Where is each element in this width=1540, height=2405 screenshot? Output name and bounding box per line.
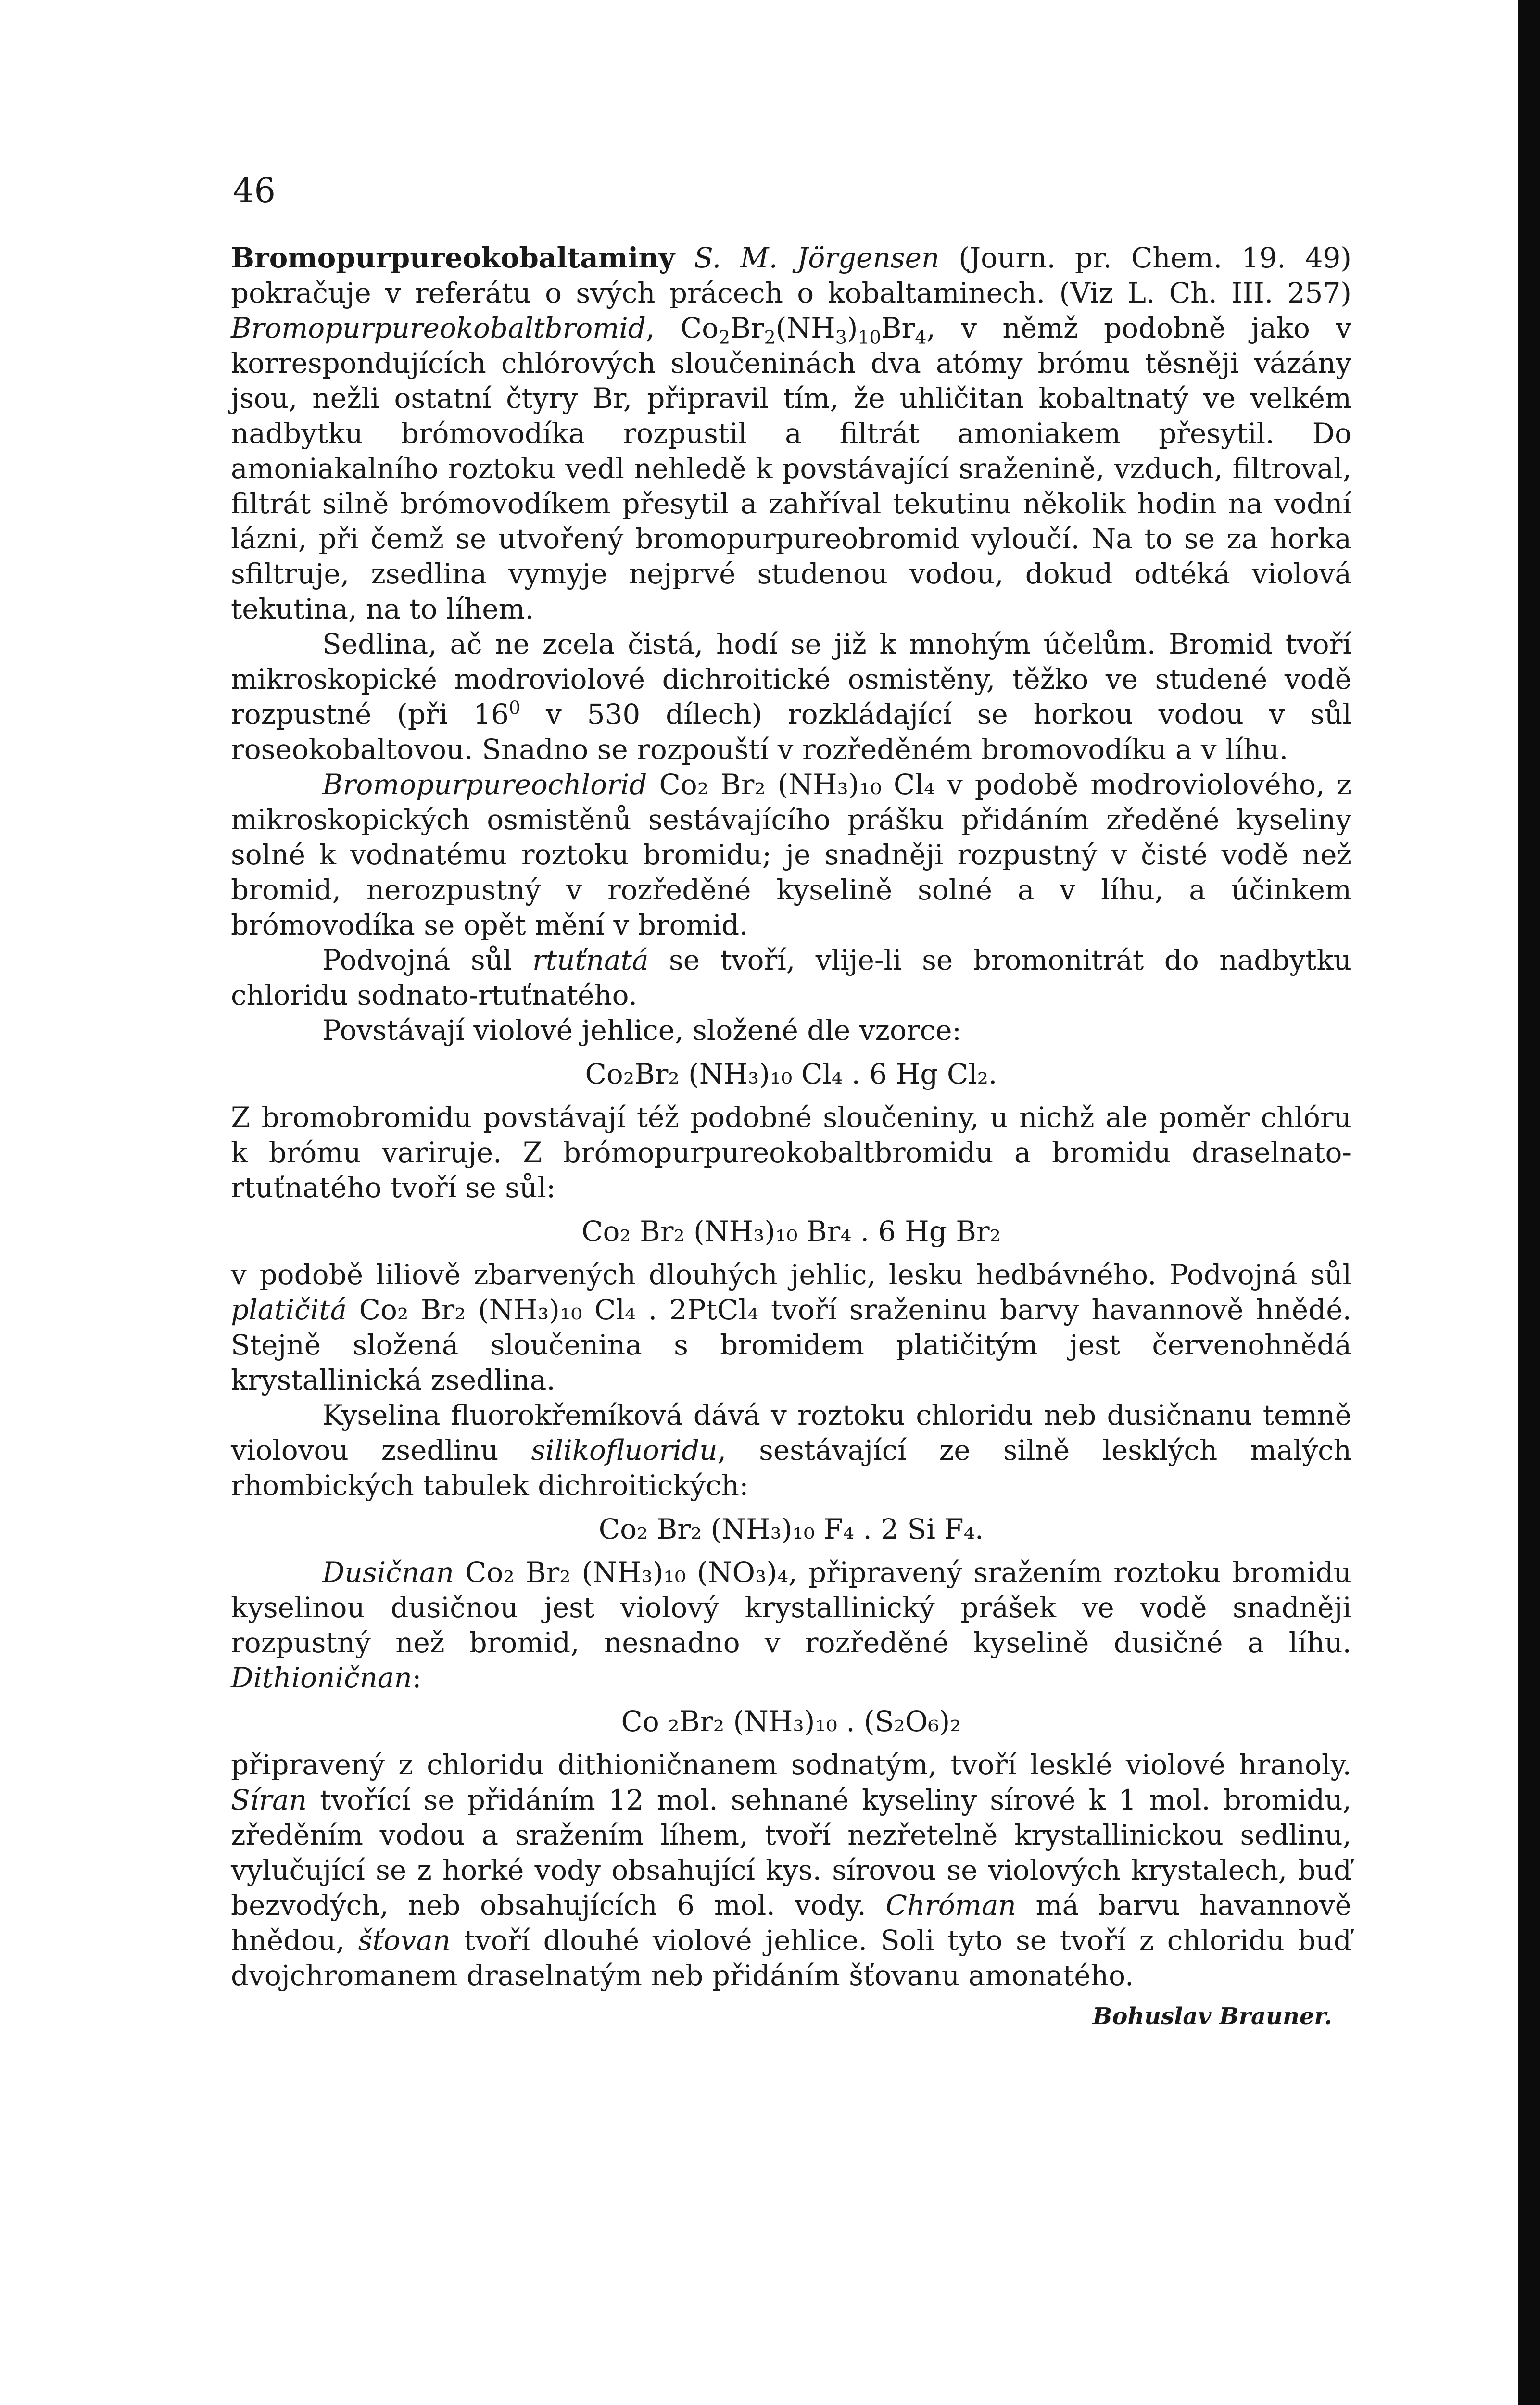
paragraph-text: tvoří sraženinu barvy havannově hnědé. Stejně složená sloučenina s bromidem platičitým jest červenohnědá krystallinická zsedlina. (231, 1293, 1352, 1396)
compound-name: Síran (231, 1784, 307, 1816)
emphasis: rtuťnatá (532, 944, 649, 976)
paragraph-fluoro (231, 1398, 1351, 1503)
paragraph-text: : (412, 1661, 422, 1694)
inline-formula: Co₂ Br₂ (NH₃)₁₀ Cl₄ . 2PtCl₄ (347, 1293, 759, 1326)
formula-2: Co₂ Br₂ (NH₃)₁₀ Br₄ . 6 Hg Br₂ (581, 1215, 1001, 1248)
paragraph-text: v podobě liliově zbarvených dlouhých jehlic, lesku hedbávného. Podvojná sůl (231, 1258, 1351, 1291)
emphasis: platičitá (231, 1293, 347, 1326)
paragraph-text: v podobě modroviolového, z mikroskopických osmistěnů sestávajícího prášku přidáním zředěné kyseliny solné k vodnatému roztoku bromidu; je snadněji rozpustný v čisté vodě než bromid, nerozpustný v rozředěné kyselině solné a v líhu, a účinkem brómovodíka se opět mění v bromid. (231, 768, 1351, 941)
paragraph-text: Z bromobromidu povstávají též podobné sloučeniny, u nichž ale poměr chlóru k brómu variruje. Z brómopurpureokobaltbromidu a bromidu draselnato-rtuťnatého tvoří se sůl: (231, 1101, 1351, 1204)
paragraph-text: Povstávají violové jehlice, složené dle vzorce: (322, 1014, 961, 1047)
page-number: 46 (233, 171, 276, 210)
formula-part: , Co (645, 312, 719, 344)
compound-name: Chróman (885, 1889, 1016, 1922)
paragraph-text: , sestávající ze silně lesklých malých rhombických tabulek dichroitických: (231, 1434, 1351, 1502)
article-title: Bromopurpureokobaltaminy (231, 241, 675, 274)
formula-4: Co ₂Br₂ (NH₃)₁₀ . (S₂O₆)₂ (621, 1705, 961, 1738)
paragraph-intro: Bromopurpureokobaltaminy S. M. Jörgensen (Journ. pr. Chem. 19. 49) pokračuje v referátu o svých prácech o kobaltaminech. (Viz L. Ch. III. 257) Bromopurpureokobaltbromid, $Co_2Br_2(NH_3)_{10}Br_4$, v němž podobně jako v korrespondujících chlórových sloučeninách dva atómy brómu těsněji vázány jsou, nežli ostatní čtyry Br, připravil tím, že uhličitan kobaltnatý ve velkém nadbytku brómovodíka rozpustil a filtrát amoniakem přesytil. Do amoniakalního roztoku vedl nehledě k povstávající sraženině, vzduch, filtroval, filtrát silně brómovodíkem přesytil a zahříval tekutinu několik hodin na vodní lázni, při čemž se utvořený bromopurpureobromid vyloučí. Na to se za horka sfiltruje, zsedlina vymyje nejprvé studenou vodou, dokud odtéká violová tekutina, na to líhem. (231, 241, 1352, 625)
paragraph-text: Sedlina, ač ne zcela čistá, hodí se již k mnohým účelům. Bromid tvoří mikroskopické modroviolové dichroitické osmistěny, těžko ve studené vodě rozpustné (při 16 (231, 628, 1351, 731)
formula-part: Br (881, 312, 915, 344)
formula-1: Co₂Br₂ (NH₃)₁₀ Cl₄ . 6 Hg Cl₂. (585, 1058, 997, 1090)
paragraph-podvojna-sul (231, 943, 1351, 1013)
compound-name: Bromopurpureokobaltbromid (231, 312, 646, 344)
article-body (231, 240, 1351, 2034)
paragraph-text: se tvoří, vlije-li se bromonitrát do nadbytku chloridu sodnato-rtuťnatého. (231, 944, 1351, 1012)
paragraph-dusicnan (231, 1555, 1351, 1696)
paragraph-chlorid (231, 767, 1351, 943)
scan-page-edge (1518, 0, 1540, 2405)
paragraph-text: , připravený sražením roztoku bromidu kyselinou dusičnou jest violový krystallinický prášek ve vodě snadněji rozpustný než bromid, nesnadno v rozředěné kyselině dusičné a líhu. (231, 1556, 1351, 1659)
compound-name: Bromopurpureochlorid (322, 768, 647, 801)
compound-name: Dusičnan (322, 1556, 454, 1589)
paragraph-text: , v němž podobně jako v korrespondujících chlórových sloučeninách dva atómy brómu těsněji vázány jsou, nežli ostatní čtyry Br, připravil tím, že uhličitan kobaltnatý ve velkém nadbytku brómovodíka rozpustil a filtrát amoniakem přesytil. Do amoniakalního roztoku vedl nehledě k povstávající sraženině, vzduch, filtroval, filtrát silně brómovodíkem přesytil a zahříval tekutinu několik hodin na vodní lázni, při čemž se utvořený bromopurpureobromid vyloučí. Na to se za horka sfiltruje, zsedlina vymyje nejprvé studenou vodou, dokud odtéká violová tekutina, na to líhem. (231, 312, 1352, 625)
inline-formula: Co₂ Br₂ (NH₃)₁₀ (NO₃)₄ (454, 1556, 789, 1589)
intro-text: (Journ. pr. Chem. 19. 49) pokračuje v referátu o svých prácech o kobaltaminech. (Viz L. Ch. III. 257) (231, 241, 1351, 309)
paragraph-text: v 530 dílech) rozkládající se horkou vodou v sůl roseokobaltovou. Snadno se rozpouští v rozředěném bromovodíku a v líhu. (231, 698, 1351, 766)
paragraph-dithionicnan (231, 1747, 1351, 1993)
author-name: S. M. Jörgensen (694, 241, 940, 274)
paragraph-text: Podvojná sůl (322, 944, 532, 976)
paragraph-text: tvořící se přidáním 12 mol. sehnané kyseliny sírové k 1 mol. bromidu, zředěním vodou a sražením líhem, tvoří nezřetelně krystallinickou sedlinu, vylučující se z horké vody obsahující kys. sírovou se violových krystalech, buď bezvodých, neb obsahujících 6 mol. vody. (231, 1784, 1351, 1922)
paragraph-text: má barvu havannově hnědou, (231, 1889, 1351, 1957)
paragraph-text: tvoří dlouhé violové jehlice. Soli tyto se tvoří z chloridu buď dvojchromanem draselnatým neb přidáním šťovanu amonatého. (231, 1924, 1351, 1992)
formula-part: Br (730, 312, 764, 344)
formula-3: Co₂ Br₂ (NH₃)₁₀ F₄ . 2 Si F₄. (598, 1513, 984, 1545)
paragraph-sedlina (231, 627, 1351, 767)
paragraph-liliove (231, 1257, 1351, 1398)
paragraph-text: Kyselina fluorokřemíková dává v roztoku chloridu neb dusičnanu temně violovou zsedlinu (231, 1399, 1351, 1467)
paragraph-jehlice (231, 1013, 1351, 1048)
formula-part: ) (846, 312, 858, 344)
formula-part: (NH (775, 312, 835, 344)
compound-name: Dithioničnan (231, 1661, 412, 1694)
author-signature: Bohuslav Brauner. (1092, 2003, 1332, 2030)
paragraph-bromobromid (231, 1100, 1351, 1205)
degree-mark: 0 (508, 697, 521, 719)
inline-formula: Co₂ Br₂ (NH₃)₁₀ Cl₄ (647, 768, 935, 801)
compound-name: šťovan (358, 1924, 451, 1957)
paragraph-text: připravený z chloridu dithioničnanem sodnatým, tvoří lesklé violové hranoly. (231, 1748, 1351, 1781)
emphasis: silikofluoridu (531, 1434, 718, 1467)
